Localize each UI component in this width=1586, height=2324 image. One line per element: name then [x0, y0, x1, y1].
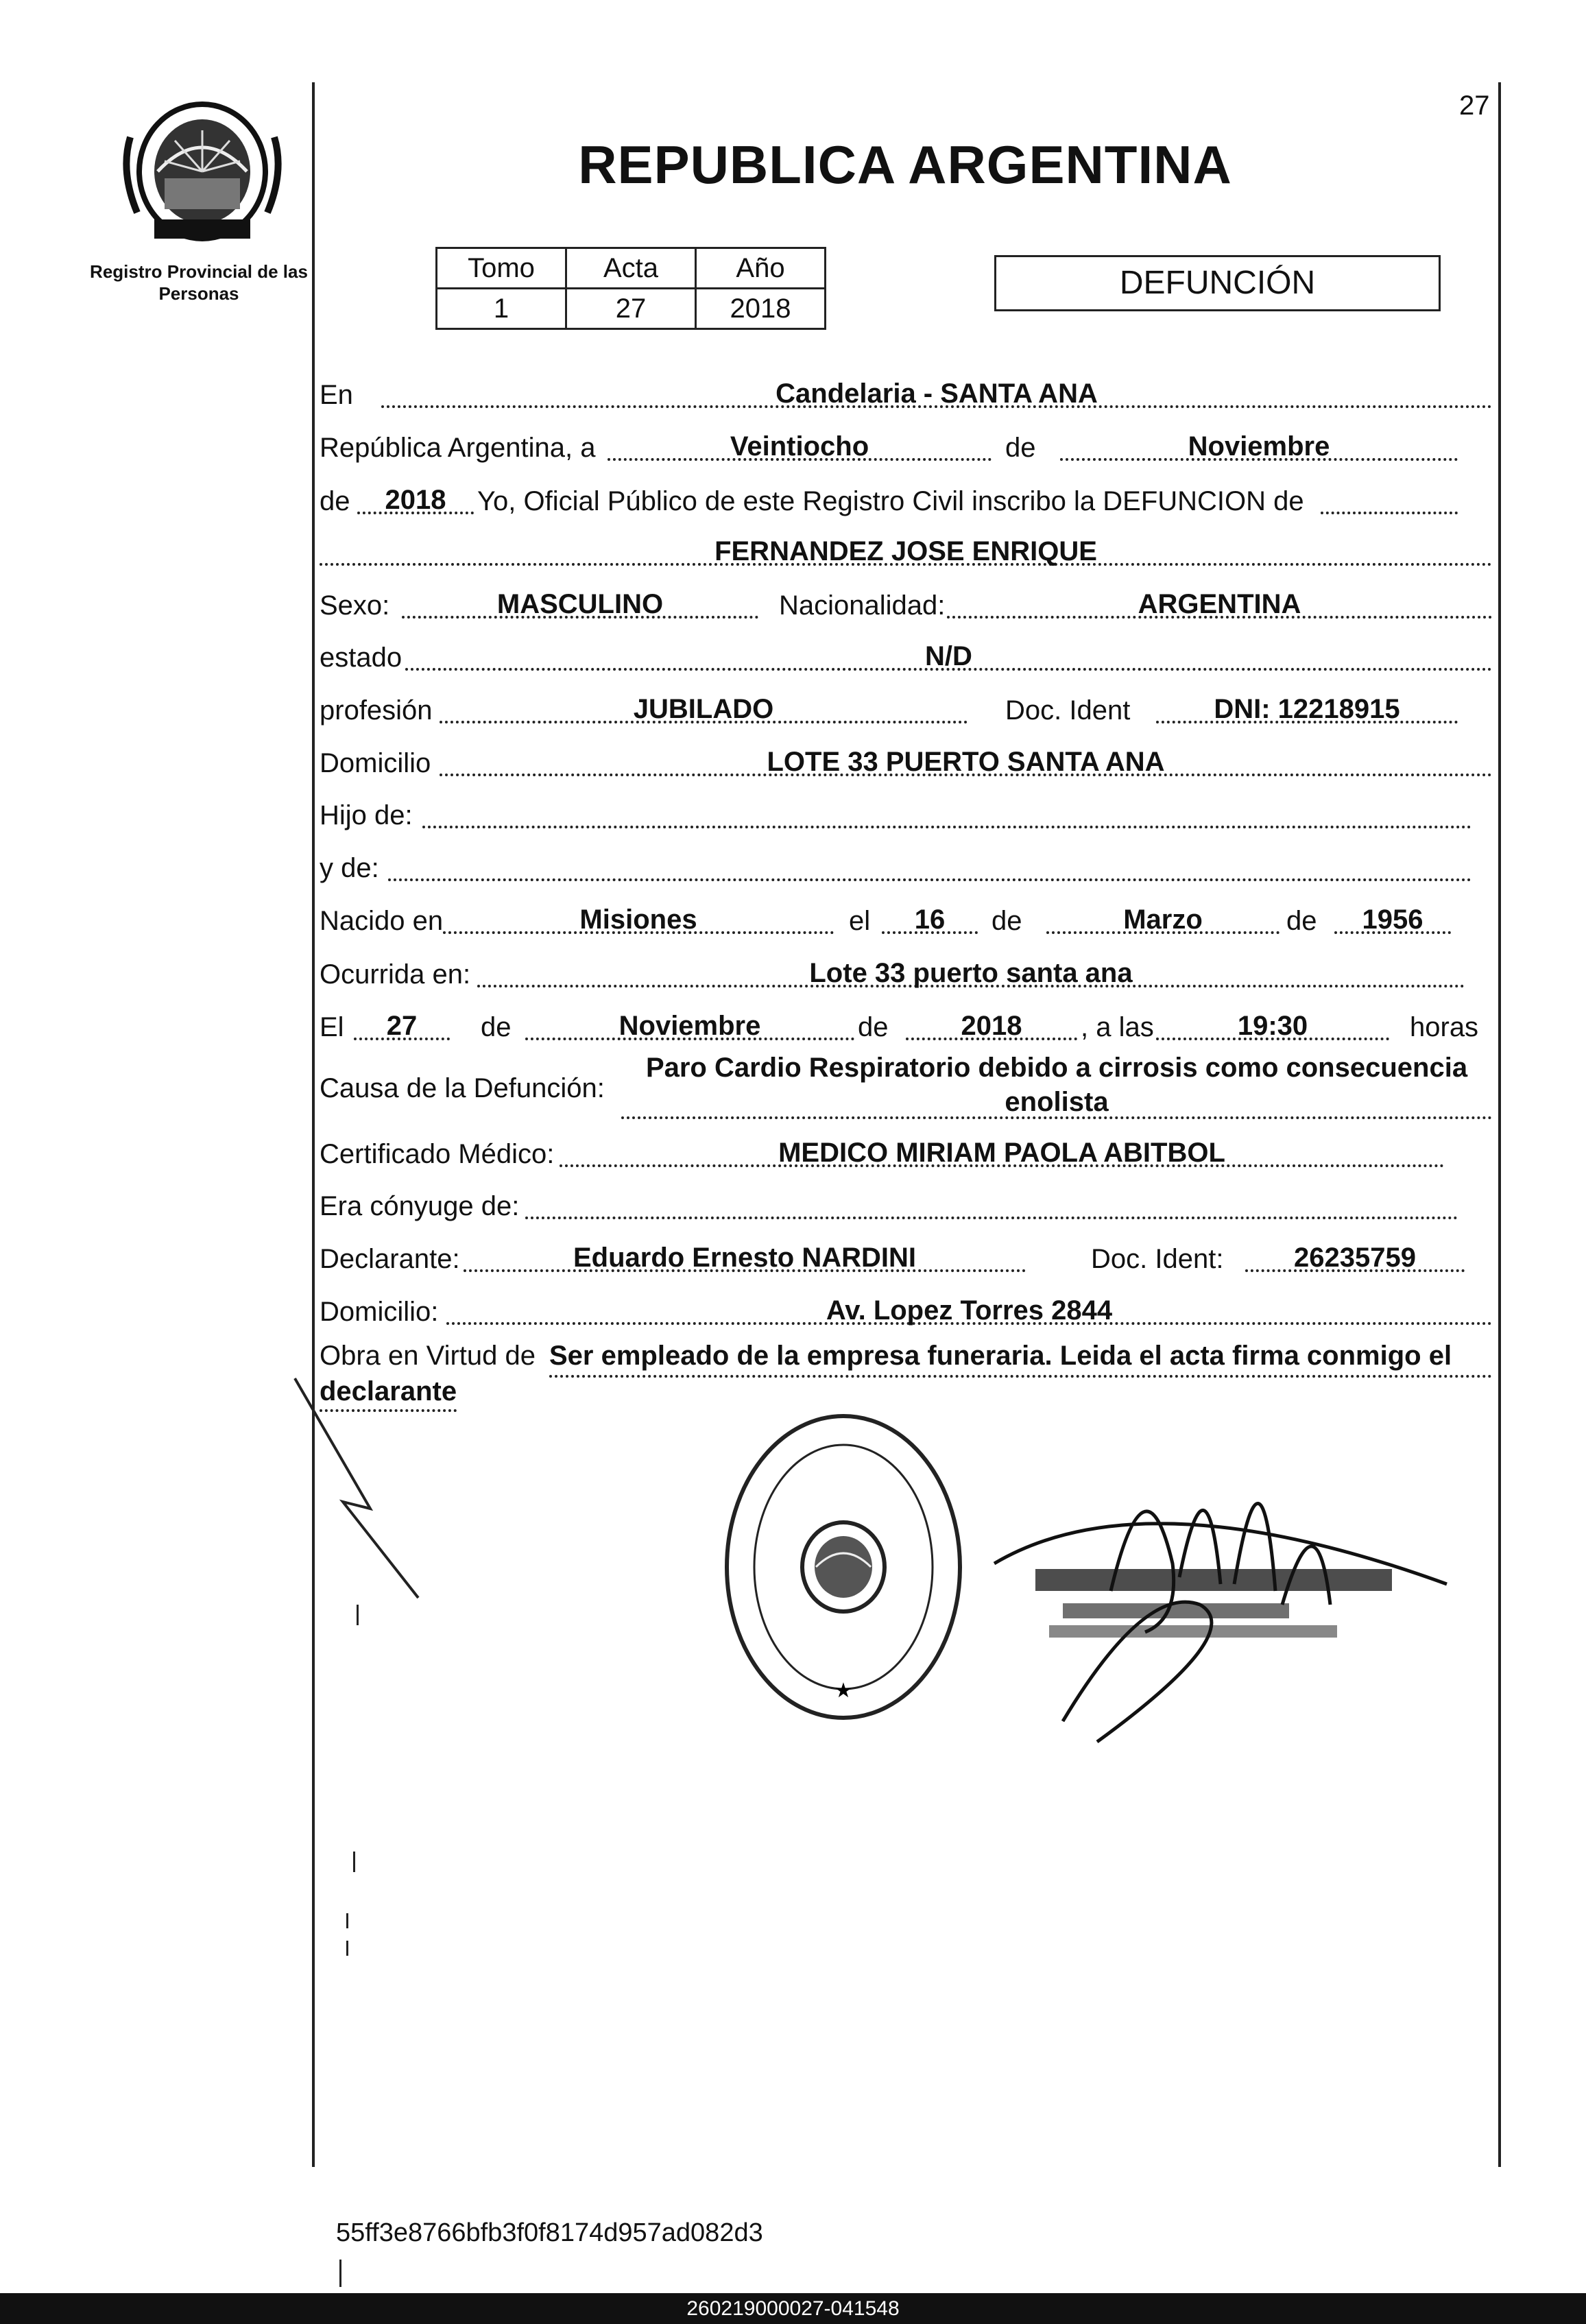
row-fallecimiento [320, 1006, 1485, 1047]
value-nacido-anio: 1956 [1362, 905, 1423, 935]
value-fallec-anio: 2018 [961, 1011, 1022, 1041]
label-ocurrida-en: Ocurrida en: [320, 959, 471, 990]
value-profesion: JUBILADO [633, 694, 774, 724]
row-lugar [320, 374, 1492, 415]
tomo-value: 1 [437, 289, 566, 329]
registry-name: Registro Provincial de las Personas [90, 261, 308, 304]
row-nombre [320, 531, 1492, 573]
value-declarante-doc: 26235759 [1294, 1243, 1416, 1273]
label-nacionalidad: Nacionalidad: [779, 590, 946, 621]
acta-header: Acta [566, 248, 696, 289]
label-inscribo: Yo, Oficial Público de este Registro Civil inscribo la DEFUNCION de [477, 486, 1304, 516]
anio-header: Año [696, 248, 826, 289]
fill-line [422, 794, 1471, 828]
document-title: REPUBLICA ARGENTINA [578, 134, 1232, 195]
label-de: de [1005, 433, 1036, 463]
label-causa: Causa de la Defunción: [320, 1073, 605, 1103]
page-number: 27 [1459, 91, 1490, 121]
label-de-fallec-anio: de [858, 1012, 889, 1042]
value-nombre: FERNANDEZ JOSE ENRIQUE [714, 536, 1097, 566]
row-fecha-inscripcion [320, 427, 1458, 468]
label-nacido-en: Nacido en [320, 906, 444, 936]
row-y-de [320, 847, 1471, 888]
value-declarante: Eduardo Ernesto NARDINI [573, 1243, 917, 1273]
value-obra-linea1: Ser empleado de la empresa funeraria. Leida el acta firma conmigo el [549, 1341, 1452, 1371]
row-hijo-de [320, 794, 1471, 835]
value-nacionalidad: ARGENTINA [1138, 589, 1301, 619]
label-a-las: , a las [1081, 1012, 1154, 1042]
label-en: En [320, 380, 353, 410]
row-profesion [320, 689, 1458, 730]
margin-tick [346, 1913, 348, 1928]
cancel-diagonal-mark [288, 1371, 425, 1605]
coat-of-arms-logo [117, 96, 288, 247]
value-obra-linea2: declarante [320, 1376, 457, 1406]
label-doc-ident-declarante: Doc. Ident: [1091, 1244, 1224, 1274]
label-certificado: Certificado Médico: [320, 1139, 555, 1169]
document-hash: 55ff3e8766bfb3f0f8174d957ad082d3 [336, 2218, 763, 2247]
value-domicilio: LOTE 33 PUERTO SANTA ANA [767, 747, 1165, 777]
fill-line [549, 1343, 1492, 1378]
value-lugar: Candelaria - SANTA ANA [776, 379, 1098, 409]
row-sexo [320, 584, 1492, 625]
label-el: el [849, 906, 871, 936]
row-conyuge [320, 1185, 1458, 1226]
row-ocurrida [320, 953, 1465, 994]
value-fallec-dia: 27 [386, 1011, 418, 1041]
label-doc-ident: Doc. Ident [1005, 695, 1131, 726]
official-seal-stamp [720, 1409, 967, 1725]
left-margin-line [312, 82, 315, 2167]
value-ocurrida-en: Lote 33 puerto santa ana [809, 958, 1133, 988]
value-nacido-lugar: Misiones [579, 905, 697, 935]
value-doc-ident: DNI: 12218915 [1214, 694, 1400, 724]
label-de-fallec: de [481, 1012, 512, 1042]
value-mes: Noviembre [1188, 431, 1330, 462]
label-de-mes: de [992, 906, 1022, 936]
value-causa-linea1: Paro Cardio Respiratorio debido a cirrosis como consecuencia [645, 1053, 1468, 1083]
margin-tick [353, 1852, 355, 1872]
value-fallec-mes: Noviembre [618, 1011, 761, 1041]
row-estado [320, 636, 1492, 678]
margin-tick [346, 1941, 348, 1956]
value-fallec-hora: 19:30 [1237, 1011, 1308, 1041]
signature [974, 1426, 1454, 1756]
label-de-anio: de [320, 486, 350, 516]
label-domicilio-declarante: Domicilio: [320, 1297, 439, 1327]
row-causa [320, 1042, 1492, 1125]
value-estado: N/D [925, 641, 972, 671]
table-row [437, 289, 826, 329]
label-obra: Obra en Virtud de [320, 1341, 536, 1371]
label-horas: horas [1410, 1012, 1479, 1042]
margin-tick [357, 1605, 359, 1625]
label-estado: estado [320, 643, 402, 673]
fill-line [1321, 480, 1458, 514]
label-de-anio-nac: de [1286, 906, 1317, 936]
document-type-box: DEFUNCIÓN [994, 255, 1441, 311]
record-table [435, 247, 826, 330]
tomo-header: Tomo [437, 248, 566, 289]
label-y-de: y de: [320, 853, 379, 883]
fill-line [388, 847, 1471, 881]
value-certificado: MEDICO MIRIAM PAOLA ABITBOL [778, 1138, 1225, 1168]
footer-code-bar: 260219000027-041548 [0, 2293, 1586, 2324]
label-domicilio: Domicilio [320, 748, 431, 778]
row-inscripcion [320, 480, 1458, 521]
table-row [437, 248, 826, 289]
label-conyuge: Era cónyuge de: [320, 1191, 520, 1221]
row-domicilio-declarante [320, 1291, 1492, 1332]
label-republica: República Argentina, a [320, 433, 596, 463]
label-el-fallec: El [320, 1012, 344, 1042]
value-nacido-mes: Marzo [1123, 905, 1203, 935]
acta-value: 27 [566, 289, 696, 329]
row-domicilio [320, 742, 1492, 783]
label-declarante: Declarante: [320, 1244, 460, 1274]
value-dia: Veintiocho [730, 431, 869, 462]
anio-value: 2018 [696, 289, 826, 329]
svg-text:★: ★ [834, 1679, 853, 1703]
row-nacimiento [320, 900, 1451, 941]
label-hijo-de: Hijo de: [320, 800, 413, 830]
value-declarante-domicilio: Av. Lopez Torres 2844 [826, 1295, 1113, 1326]
label-sexo: Sexo: [320, 590, 390, 621]
value-causa-linea2: enolista [1005, 1087, 1109, 1117]
value-sexo: MASCULINO [496, 589, 664, 619]
row-declarante [320, 1238, 1465, 1279]
fill-line [525, 1185, 1458, 1219]
row-certificado [320, 1133, 1444, 1174]
value-nacido-dia: 16 [914, 905, 946, 935]
row-obra [320, 1341, 1492, 1416]
margin-tick [339, 2260, 341, 2287]
value-anio: 2018 [385, 485, 446, 515]
right-margin-line [1498, 82, 1501, 2167]
label-profesion: profesión [320, 695, 433, 726]
